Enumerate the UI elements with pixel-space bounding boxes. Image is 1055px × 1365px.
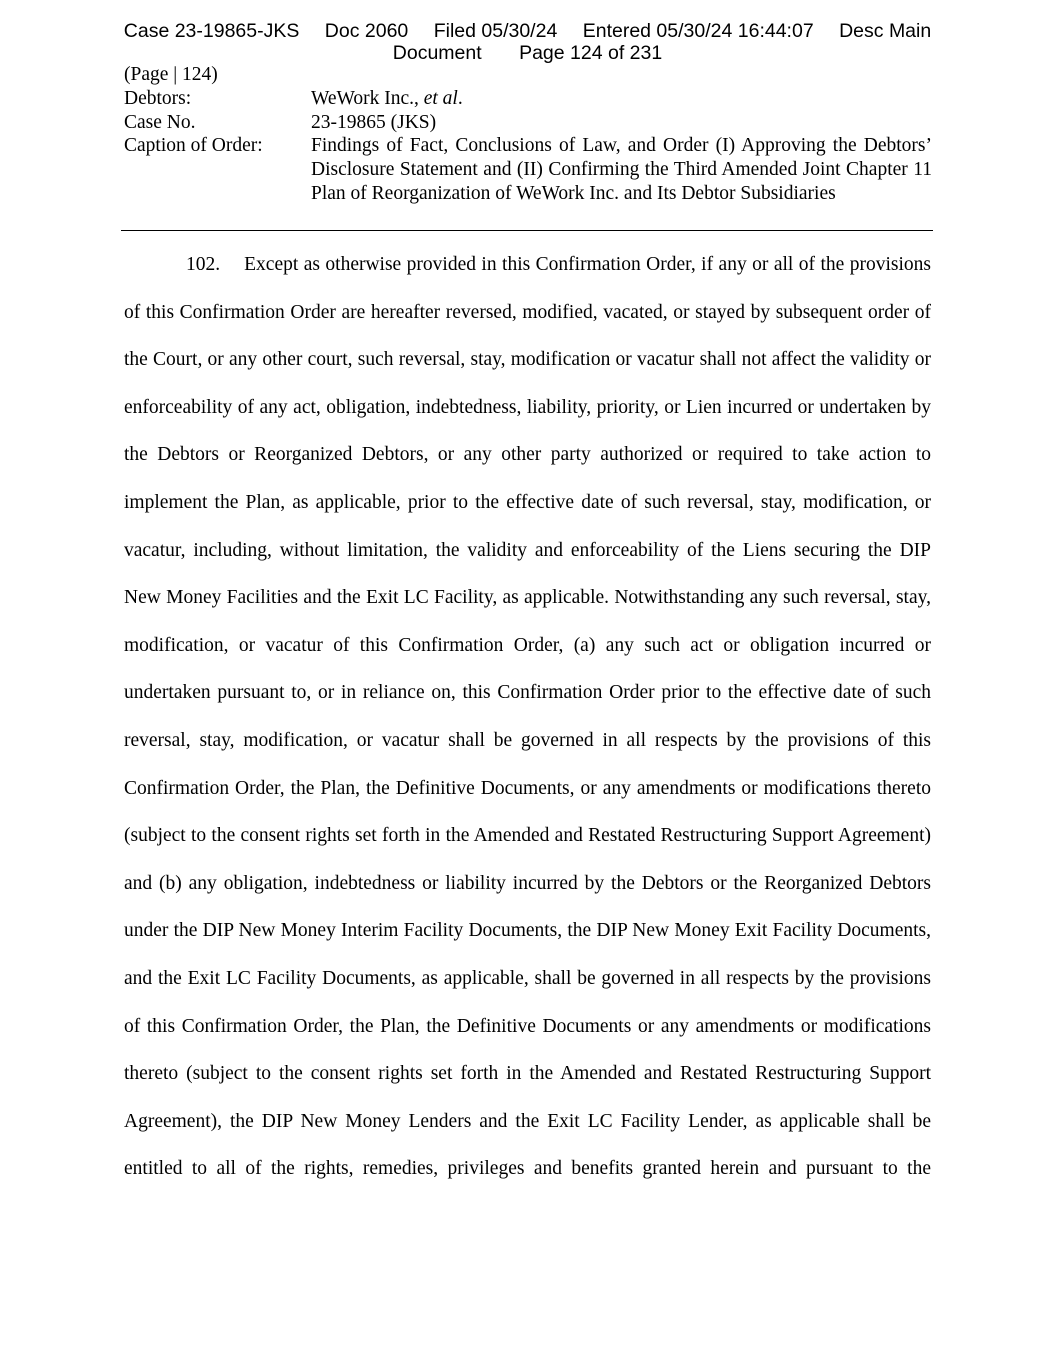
- caption-case-label: Case No.: [124, 111, 196, 133]
- paragraph-text: Except as otherwise provided in this Confirmation Order, if any or all of the provisions of this Confirmation Order are hereafter reversed, modified, vacated, or stayed by subsequent order of the Court, or any other court, such reversal, stay, modification or vacatur shall not affect the validity or enforceability of any act, obligation, indebtedness, liability, priority, or Lien incurred or undertaken by the Debtors or Reorganized Debtors, or any other party authorized or required to take action to implement the Plan, as applicable, prior to the effective date of such reversal, stay, modification, or vacatur, including, without limitation, the validity and enforceability of the Liens securing the DIP New Money Facilities and the Exit LC Facility, as applicable. Notwithstanding any such reversal, stay, modification, or vacatur of this Confirmation Order, (a) any such act or obligation incurred or undertaken pursuant to, or in reliance on, this Confirmation Order prior to the effective date of such reversal, stay, modification, or vacatur shall be governed in all respects by the provisions of this Confirmation Order, the Plan, the Definitive Documents, or any amendments or modifications thereto (subject to the consent rights set forth in the Amended and Restated Restructuring Support Agreement) and (b) any obligation, indebtedness or liability incurred by the Debtors or the Reorganized Debtors under the DIP New Money Interim Facility Documents, the DIP New Money Exit Facility Documents, and the Exit LC Facility Documents, as applicable, shall be governed in all respects by the provisions of this Confirmation Order, the Plan, the Definitive Documents or any amendments or modifications thereto (subject to the consent rights set forth in the Amended and Restated Restructuring Support Agreement), the DIP New Money Lenders and the Exit LC Facility Lender, as applicable shall be entitled to all of the rights, remedies, privileges and benefits granted herein and pursuant to the: [124, 254, 931, 1180]
- ecf-case-number: Case 23-19865-JKS: [123, 20, 300, 42]
- ecf-entered-date: Entered 05/30/24 16:44:07: [582, 20, 814, 42]
- order-caption: [124, 63, 932, 206]
- caption-debtors-label: Debtors:: [124, 87, 192, 109]
- caption-divider: [121, 230, 933, 231]
- ecf-doc-number: Doc 2060: [324, 20, 409, 42]
- caption-case-value: 23-19865 (JKS): [311, 111, 437, 133]
- ecf-filed-date: Filed 05/30/24: [433, 20, 558, 42]
- caption-title-row: [124, 134, 932, 205]
- caption-page-ref-row: [124, 63, 932, 87]
- caption-page-ref: (Page | 124): [124, 64, 218, 85]
- ecf-document-label: Document: [392, 42, 482, 64]
- ecf-header-line-1: [0, 20, 1055, 42]
- paragraph-number: 102.: [186, 254, 221, 275]
- paragraph-102: [124, 241, 931, 1193]
- ecf-desc: Desc Main: [839, 20, 932, 42]
- caption-debtors-row: [124, 87, 932, 111]
- caption-case-row: [124, 111, 932, 135]
- ecf-header-line-2: [0, 42, 1055, 64]
- caption-title-label: Caption of Order:: [124, 135, 263, 157]
- caption-debtors-et-al: et al: [423, 87, 458, 109]
- caption-debtors-name: WeWork Inc.,: [311, 87, 424, 109]
- ecf-page-number: Page 124 of 231: [519, 42, 663, 64]
- caption-debtors-value: [311, 87, 932, 111]
- caption-debtors-period: .: [457, 87, 463, 109]
- caption-title-value: Findings of Fact, Conclusions of Law, and Order (I) Approving the Debtors’ Disclosure Statement and (II) Confirming the Third Amended Joint Chapter 11 Plan of Reorganization of WeWork Inc. and Its Debtor Subsidiaries: [311, 135, 932, 204]
- ecf-filing-header: [0, 20, 1055, 64]
